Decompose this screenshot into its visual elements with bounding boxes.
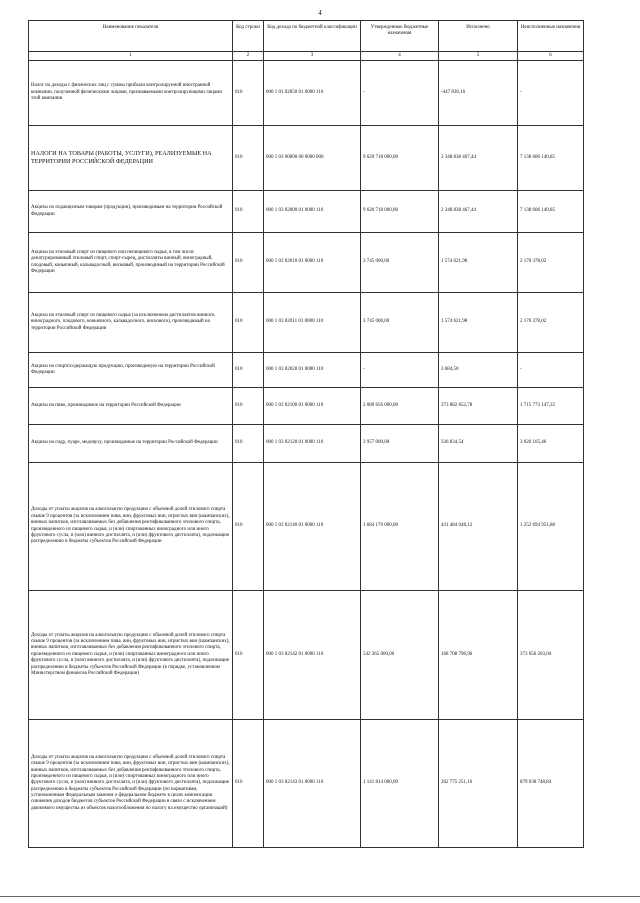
row-approved: 9 620 718 000,00 xyxy=(361,191,439,233)
column-number: 6 xyxy=(518,52,584,61)
table-row xyxy=(29,353,584,388)
row-unexecuted: 1 252 694 951,88 xyxy=(518,463,584,591)
row-name: Акцизы по подакцизным товарам (продукции), производимым на территории Российской Федерации xyxy=(29,191,233,233)
row-revenue-code: 000 1 03 02140 01 0000 110 xyxy=(264,463,361,591)
row-name: Акцизы на спиртосодержащую продукцию, производимую на территории Российской Федерации xyxy=(29,353,233,388)
row-name: Доходы от уплаты акцизов на алкогольную продукцию с объемной долей этилового спирта свыше 9 процентов (за исключением пива, вин, фруктовых вин, игристых вин (шампанских), винных напитков, изготавливаемых без добавления ректификованного этилового спирта, произведенного из пищевого сырья, и (или) спиртованных виноградного или иного фруктового сусла, и (или) винного дистиллята, и (или) фруктового дистиллята), подлежащие распределению в бюджеты субъектов Российской Федерации (в порядке, установленном Министерством финансов Российской Федерации) xyxy=(29,591,233,720)
row-unexecuted: 879 038 748,84 xyxy=(518,720,584,848)
row-name: Акцизы на сидр, пуаре, медовуху, производимые на территории Российской Федерации xyxy=(29,425,233,463)
header-row xyxy=(29,21,584,52)
table-row xyxy=(29,126,584,191)
table-row xyxy=(29,293,584,353)
row-executed: 2 348 838 467,44 xyxy=(439,191,518,233)
row-line-code: 010 xyxy=(233,463,264,591)
column-header-executed: Исполнено xyxy=(439,21,518,52)
table-row xyxy=(29,591,584,720)
column-number: 1 xyxy=(29,52,233,61)
row-unexecuted: 2 170 378,02 xyxy=(518,293,584,353)
column-number: 4 xyxy=(361,52,439,61)
column-header-code: Код дохода по бюджетной классификации xyxy=(264,21,361,52)
row-name: Доходы от уплаты акцизов на алкогольную продукцию с объемной долей этилового спирта свыше 9 процентов (за исключением пива, вин, фруктовых вин, игристых вин (шампанских), винных напитков, изготавливаемых без добавления ректификованного этилового спирта, произведенного из пищевого сырья, и (или) спиртованных виноградного или иного фруктового сусла, и (или) винного дистиллята, и (или) фруктового дистиллята), подлежащие распределению в бюджеты субъектов Российской Федерации xyxy=(29,463,233,591)
row-approved: - xyxy=(361,353,439,388)
row-name: Акцизы на пиво, производимое на территории Российской Федерации xyxy=(29,388,233,425)
row-revenue-code: 000 1 03 02000 01 0000 110 xyxy=(264,191,361,233)
row-approved: 1 684 179 000,00 xyxy=(361,463,439,591)
table-row xyxy=(29,388,584,425)
table-row xyxy=(29,61,584,126)
row-approved: 3 957 000,00 xyxy=(361,425,439,463)
row-executed: 1 574 621,98 xyxy=(439,293,518,353)
row-unexecuted: 3 620 165,46 xyxy=(518,425,584,463)
row-name: Акцизы на этиловый спирт из пищевого или непищевого сырья, в том числе денатурированный этиловый спирт, спирт-сырец, дистилляты винный, виноградный, плодовый, коньячный, кальвадосный, висковый, производимый на территории Российской Федерации xyxy=(29,233,233,293)
row-revenue-code: 000 1 03 02011 01 0000 110 xyxy=(264,293,361,353)
row-approved: 9 620 718 000,00 xyxy=(361,126,439,191)
row-revenue-code: 000 1 03 02143 01 0000 110 xyxy=(264,720,361,848)
table-row xyxy=(29,233,584,293)
row-revenue-code: 000 1 03 02010 01 0000 110 xyxy=(264,233,361,293)
row-approved: - xyxy=(361,61,439,126)
row-revenue-code: 000 1 03 02142 01 0000 110 xyxy=(264,591,361,720)
row-revenue-code: 000 1 01 02050 01 0000 110 xyxy=(264,61,361,126)
row-executed: 373 882 852,78 xyxy=(439,388,518,425)
column-number: 5 xyxy=(439,52,518,61)
column-number: 2 xyxy=(233,52,264,61)
budget-execution-table xyxy=(28,20,584,848)
row-unexecuted: - xyxy=(518,61,584,126)
row-name: НАЛОГИ НА ТОВАРЫ (РАБОТЫ, УСЛУГИ), РЕАЛИЗУЕМЫЕ НА ТЕРРИТОРИИ РОССИЙСКОЙ ФЕДЕРАЦИИ xyxy=(29,126,233,191)
column-header-approved: Утвержденные бюджетные назначения xyxy=(361,21,439,52)
row-line-code: 010 xyxy=(233,591,264,720)
row-executed: 336 834,54 xyxy=(439,425,518,463)
row-approved: 3 745 000,00 xyxy=(361,233,439,293)
row-line-code: 010 xyxy=(233,191,264,233)
row-name: Доходы от уплаты акцизов на алкогольную продукцию с объемной долей этилового спирта свыше 9 процентов (за исключением пива, вин, фруктовых вин, игристых вин (шампанских), винных напитков, изготавливаемых без добавления ректификованного этилового спирта, произведенного из пищевого сырья, и (или) спиртованных виноградного или иного фруктового сусла, и (или) винного дистиллята, и (или) фруктового дистиллята), подлежащие распределению в бюджеты субъектов Российской Федерации (по нормативам, установленным Федеральным законом о федеральном бюджете в целях компенсации снижения доходов бюджетов субъектов Российской Федерации в связи с исключением движимого имущества из объектов налогообложения по налогу на имущество организаций) xyxy=(29,720,233,848)
row-unexecuted: 1 715 773 147,22 xyxy=(518,388,584,425)
row-revenue-code: 000 1 03 00000 00 0000 000 xyxy=(264,126,361,191)
row-approved: 1 141 814 000,00 xyxy=(361,720,439,848)
row-unexecuted: 7 138 606 140,85 xyxy=(518,191,584,233)
row-unexecuted: - xyxy=(518,353,584,388)
row-approved: 2 089 656 000,00 xyxy=(361,388,439,425)
row-line-code: 010 xyxy=(233,61,264,126)
page-number: 4 xyxy=(318,9,322,17)
row-approved: 542 365 000,00 xyxy=(361,591,439,720)
row-line-code: 010 xyxy=(233,353,264,388)
row-executed: 3 684,50 xyxy=(439,353,518,388)
table-row xyxy=(29,425,584,463)
row-unexecuted: 2 170 378,02 xyxy=(518,233,584,293)
row-line-code: 010 xyxy=(233,126,264,191)
row-name: Акцизы на этиловый спирт из пищевого сырья (за исключением дистиллятов винного, виноградного, плодового, коньячного, кальвадосного, вискового), производимый на территории Российской Федерации xyxy=(29,293,233,353)
row-unexecuted: 373 656 203,04 xyxy=(518,591,584,720)
row-line-code: 010 xyxy=(233,293,264,353)
table-row xyxy=(29,191,584,233)
row-unexecuted: 7 138 606 140,85 xyxy=(518,126,584,191)
row-executed: -447 836,16 xyxy=(439,61,518,126)
table-row xyxy=(29,720,584,848)
row-executed: 168 708 796,96 xyxy=(439,591,518,720)
row-line-code: 010 xyxy=(233,425,264,463)
row-executed: 262 775 251,16 xyxy=(439,720,518,848)
column-header-unexecuted: Неисполненные назначения xyxy=(518,21,584,52)
row-line-code: 010 xyxy=(233,720,264,848)
page-bottom-rule xyxy=(0,896,640,897)
table-row xyxy=(29,463,584,591)
row-revenue-code: 000 1 03 02100 01 0000 110 xyxy=(264,388,361,425)
row-executed: 431 484 048,12 xyxy=(439,463,518,591)
column-header-line: Код строки xyxy=(233,21,264,52)
row-line-code: 010 xyxy=(233,388,264,425)
column-number-row xyxy=(29,52,584,61)
row-line-code: 010 xyxy=(233,233,264,293)
row-revenue-code: 000 1 03 02120 01 0000 110 xyxy=(264,425,361,463)
row-approved: 3 745 000,00 xyxy=(361,293,439,353)
column-header-name: Наименование показателя xyxy=(29,21,233,52)
column-number: 3 xyxy=(264,52,361,61)
row-executed: 2 348 838 467,44 xyxy=(439,126,518,191)
row-name: Налог на доходы с физических лиц с суммы прибыли контролируемой иностранной компании, полученной физическими лицами, признаваемыми контролирующими лицами этой компании xyxy=(29,61,233,126)
row-executed: 1 574 621,98 xyxy=(439,233,518,293)
row-revenue-code: 000 1 03 02020 01 0000 110 xyxy=(264,353,361,388)
